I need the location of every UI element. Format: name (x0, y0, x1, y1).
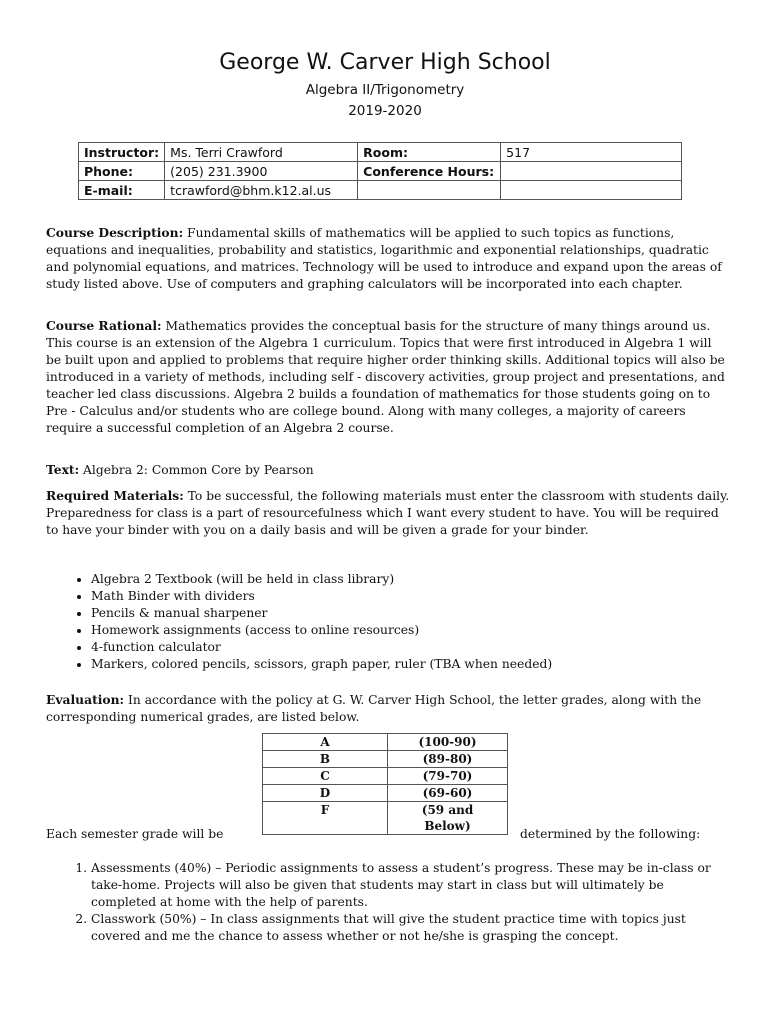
table-row (263, 768, 508, 785)
list-item: • Homework assignments (access to online resources) (91, 622, 731, 639)
grade-range: (100-90) (388, 734, 508, 751)
phone-label: Phone: (79, 162, 165, 181)
evaluation-text: In accordance with the policy at G. W. Carver High School, the letter grades, along with the corresponding numerical grades, are listed below. (46, 693, 702, 724)
grade-range: (59 and Below) (388, 802, 508, 835)
text-label: Text: (46, 462, 80, 477)
text-section (46, 461, 730, 479)
text-value: Algebra 2: Common Core by Pearson (79, 463, 314, 477)
grade-range: (69-60) (388, 785, 508, 802)
empty-cell (501, 181, 682, 200)
table-row (79, 181, 682, 200)
instructor-info-table (78, 142, 682, 200)
grade-scale-table (262, 733, 508, 835)
room-label: Room: (358, 143, 501, 162)
instructor-label: Instructor: (79, 143, 165, 162)
grade-letter: A (263, 734, 388, 751)
grade-letter: D (263, 785, 388, 802)
course-description (46, 224, 730, 293)
course-rational-text: Mathematics provides the conceptual basis for the structure of many things around us. This course is an extension of the Algebra 1 curriculum. Topics that were first introduced in Algebra 1 will be built upon and applied to problems that require higher order thinking skills. Additional topics will also be introduced in a variety of methods, including self - discovery activities, group project and presentations, and teacher led class discussions. Algebra 2 builds a foundation of mathematics for those students going on to Pre - Calculus and/or students who are college bound. Along with many colleges, a majority of careers require a successful completion of an Algebra 2 course. (46, 319, 725, 435)
grade-range: (79-70) (388, 768, 508, 785)
table-row (263, 785, 508, 802)
grade-letter: C (263, 768, 388, 785)
list-item: 2. Classwork (50%) – In class assignments that will give the student practice time with topics just covered and me the chance to assess whether or not he/she is grasping the concept. (91, 911, 731, 945)
grade-range: (89-80) (388, 751, 508, 768)
evaluation (46, 691, 730, 726)
required-materials (46, 487, 730, 539)
school-title: George W. Carver High School (219, 50, 551, 75)
grade-letter: B (263, 751, 388, 768)
required-materials-label: Required Materials: (46, 488, 184, 503)
empty-cell (358, 181, 501, 200)
course-rational (46, 317, 730, 437)
list-item: • 4-function calculator (91, 639, 731, 656)
semester-text-left: Each semester grade will be (46, 827, 224, 841)
course-description-text: Fundamental skills of mathematics will be applied to such topics as functions, equations and inequalities, probability and statistics, logarithmic and exponential relationships, quadratic and polynomial equations, and matrices. Technology will be used to introduce and expand upon the areas of study listed above. Use of computers and graphing calculators will be incorporated into each chapter. (46, 226, 722, 291)
table-row (263, 802, 508, 835)
instructor-value: Ms. Terri Crawford (165, 143, 358, 162)
semester-text-right: determined by the following: (520, 827, 701, 841)
conference-hours-value (501, 162, 682, 181)
required-materials-text: To be successful, the following materials must enter the classroom with students daily. Preparedness for class is a part of resourcefulness which I want every student to have. You will be required to have your binder with you on a daily basis and will be given a grade for your binder. (46, 489, 730, 537)
materials-list (46, 571, 731, 673)
list-item: • Algebra 2 Textbook (will be held in class library) (91, 571, 731, 588)
course-title: Algebra II/Trigonometry (305, 82, 465, 98)
table-row (79, 143, 682, 162)
list-item: 1. Assessments (40%) – Periodic assignments to assess a student’s progress. These may be in-class or take-home. Projects will also be given that students may start in class but will ultimately be completed at home with the help of parents. (91, 860, 731, 911)
conference-hours-label: Conference Hours: (358, 162, 501, 181)
list-item: • Math Binder with dividers (91, 588, 731, 605)
course-rational-label: Course Rational: (46, 318, 162, 333)
evaluation-label: Evaluation: (46, 692, 125, 707)
email-value[interactable]: tcrawford@bhm.k12.al.us (165, 181, 358, 200)
phone-value: (205) 231.3900 (165, 162, 358, 181)
table-row (79, 162, 682, 181)
table-row (263, 734, 508, 751)
evaluation-list (46, 860, 731, 945)
school-year: 2019-2020 (348, 103, 422, 119)
list-item: • Pencils & manual sharpener (91, 605, 731, 622)
list-item: • Markers, colored pencils, scissors, graph paper, ruler (TBA when needed) (91, 656, 731, 673)
table-row (263, 751, 508, 768)
room-value: 517 (501, 143, 682, 162)
email-label: E-mail: (79, 181, 165, 200)
grade-letter: F (263, 802, 388, 835)
course-description-label: Course Description: (46, 225, 184, 240)
